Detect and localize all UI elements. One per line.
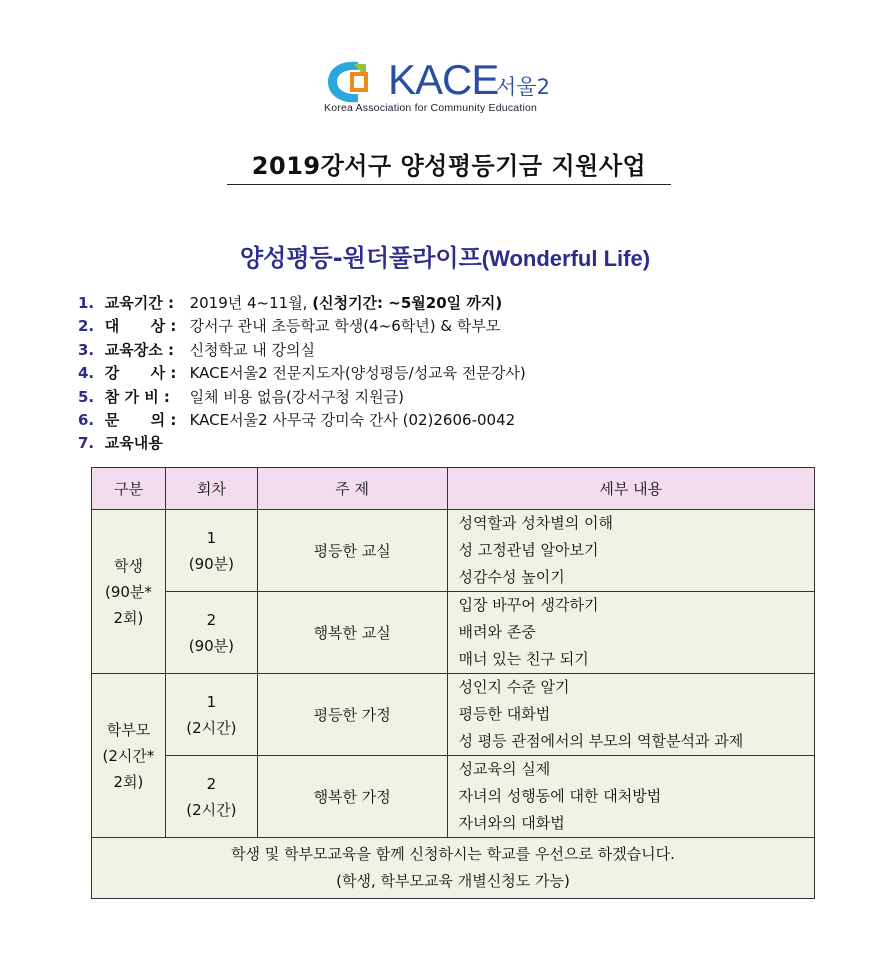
kace-logo-mark-icon (324, 58, 386, 106)
details-cell (447, 510, 814, 592)
info-number: 6. (78, 410, 95, 429)
info-label: 문 의 : (104, 410, 177, 429)
kace-logo (322, 58, 572, 120)
topic-cell: 행복한 교실 (257, 592, 447, 674)
info-extra: (신청기간: ~5월20일 까지) (312, 294, 503, 312)
table-notice-row (92, 838, 815, 899)
info-number: 7. (78, 434, 95, 453)
curriculum-table (91, 467, 815, 899)
table-row (92, 510, 815, 592)
group-parents (92, 674, 166, 838)
table-row (92, 674, 815, 756)
session-number: 2 (206, 774, 217, 793)
info-item (78, 315, 838, 338)
topic-cell: 평등한 교실 (257, 510, 447, 592)
group-duration: (90분* (104, 582, 152, 601)
detail-item: 성교육의 실제 (458, 760, 551, 778)
group-name: 학생 (113, 556, 143, 575)
info-value: 강서구 관내 초등학교 학생(4~6학년) & 학부모 (189, 317, 501, 336)
info-item (78, 409, 838, 432)
logo-region: 서울2 (496, 75, 550, 99)
session-duration: (90분) (188, 554, 234, 573)
info-item (78, 339, 838, 362)
info-value: KACE서울2 사무국 강미숙 간사 (02)2606-0042 (189, 410, 516, 429)
details-cell (447, 756, 814, 838)
page-title: 2019강서구 양성평등기금 지원사업 (227, 148, 671, 185)
logo-subtitle: Korea Association for Community Education (324, 102, 538, 114)
info-label: 참 가 비 : (104, 387, 170, 406)
detail-item: 평등한 대화법 (458, 705, 551, 723)
program-title-english: (Wonderful Life) (481, 246, 651, 271)
info-number: 3. (78, 340, 95, 359)
header-session: 회차 (165, 468, 257, 510)
info-item (78, 362, 838, 385)
detail-item: 입장 바꾸어 생각하기 (458, 596, 599, 614)
table-header-row (92, 468, 815, 510)
info-number: 5. (78, 387, 95, 406)
header-topic: 주 제 (257, 468, 447, 510)
logo-brand: KACE (388, 56, 499, 103)
session-number: 1 (206, 528, 217, 547)
info-label: 대 상 : (104, 317, 177, 336)
notice-line: (학생, 학부모교육 개별신청도 가능) (336, 872, 570, 890)
detail-item: 자녀와의 대화법 (458, 814, 565, 832)
info-value: KACE서울2 전문지도자(양성평등/성교육 전문강사) (189, 364, 526, 383)
notice-cell (92, 838, 815, 899)
session-number: 1 (206, 692, 217, 711)
session-cell (165, 756, 257, 838)
detail-item: 자녀의 성행동에 대한 대처방법 (458, 787, 662, 805)
group-students (92, 510, 166, 674)
session-duration: (2시간) (186, 800, 237, 819)
info-value: 신청학교 내 강의실 (189, 340, 316, 359)
table-row (92, 756, 815, 838)
program-title (0, 238, 890, 273)
info-label: 교육장소 : (104, 340, 174, 359)
detail-item: 성 고정관념 알아보기 (458, 541, 599, 559)
details-cell (447, 592, 814, 674)
info-item (78, 386, 838, 409)
topic-cell: 행복한 가정 (257, 756, 447, 838)
info-label: 교육기간 : (104, 294, 174, 312)
topic-cell: 평등한 가정 (257, 674, 447, 756)
group-count: 2회) (113, 772, 144, 791)
group-count: 2회) (113, 608, 144, 627)
program-title-korean: 양성평등-원더풀라이프 (239, 244, 482, 272)
detail-item: 매너 있는 친구 되기 (458, 650, 589, 668)
info-item (78, 292, 838, 315)
info-item (78, 432, 838, 455)
session-number: 2 (206, 610, 217, 629)
detail-item: 성감수성 높이기 (458, 568, 565, 586)
info-number: 2. (78, 317, 95, 336)
info-value: 일체 비용 없음(강서구청 지원금) (189, 387, 404, 406)
notice-line: 학생 및 학부모교육을 함께 신청하시는 학교를 우선으로 하겠습니다. (231, 845, 675, 863)
header-details: 세부 내용 (447, 468, 814, 510)
info-value: 2019년 4~11월, (189, 294, 308, 312)
detail-item: 성역할과 성차별의 이해 (458, 514, 613, 532)
detail-item: 배려와 존중 (458, 623, 536, 641)
session-duration: (2시간) (186, 718, 237, 737)
table-row (92, 592, 815, 674)
info-list (78, 292, 838, 456)
session-cell (165, 592, 257, 674)
session-cell (165, 510, 257, 592)
info-number: 4. (78, 364, 95, 383)
info-number: 1. (78, 294, 95, 312)
info-label: 교육내용 (104, 434, 163, 453)
info-label: 강 사 : (104, 364, 177, 383)
group-duration: (2시간* (102, 746, 155, 765)
session-duration: (90분) (188, 636, 234, 655)
detail-item: 성 평등 관점에서의 부모의 역할분석과 과제 (458, 732, 744, 750)
detail-item: 성인지 수준 알기 (458, 678, 570, 696)
group-name: 학부모 (106, 720, 151, 739)
header-category: 구분 (92, 468, 166, 510)
details-cell (447, 674, 814, 756)
session-cell (165, 674, 257, 756)
